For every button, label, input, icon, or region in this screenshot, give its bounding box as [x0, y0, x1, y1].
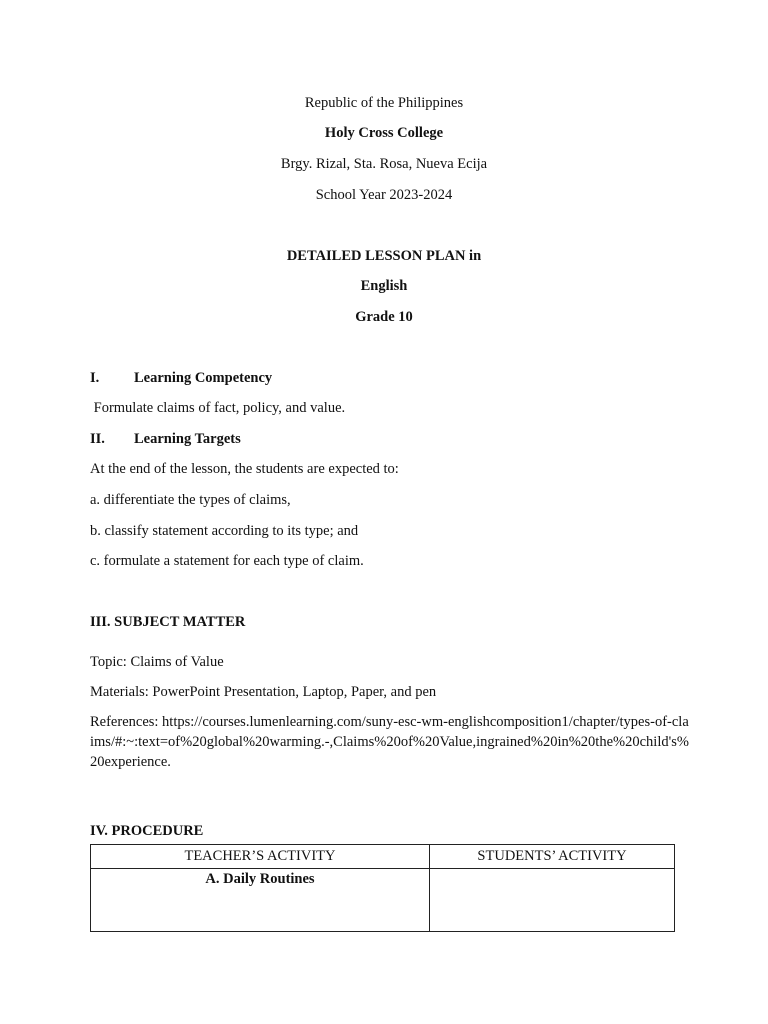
section-1-title: Learning Competency [134, 370, 273, 386]
subject-materials: Materials: PowerPoint Presentation, Laptop, Paper, and pen [90, 684, 437, 700]
subject-topic: Topic: Claims of Value [90, 654, 224, 670]
section-2-numeral: II. [90, 431, 105, 447]
subject-references: References: https://courses.lumenlearning.com/suny-esc-wm-englishcomposition1/chapter/types-of-claims/#:~:text=of%20global%20warming.-,Claims%20of%20Value,ingrained%20in%20the%20child's%20experience. [90, 714, 689, 770]
students-activity-header: STUDENTS’ ACTIVITY [430, 845, 675, 869]
table-row [91, 869, 675, 932]
daily-routines-cell: A. Daily Routines [91, 869, 430, 932]
procedure-table [90, 844, 675, 932]
title-line-1: DETAILED LESSON PLAN in [286, 248, 482, 264]
section-3-heading: III. SUBJECT MATTER [90, 614, 246, 630]
learning-competency-text: Formulate claims of fact, policy, and value. [90, 400, 346, 416]
learning-target-b: b. classify statement according to its type; and [90, 523, 359, 539]
header-school-year: School Year 2023-2024 [315, 187, 453, 203]
section-2-title: Learning Targets [134, 431, 241, 447]
daily-routines-students-cell [430, 869, 675, 932]
learning-targets-intro: At the end of the lesson, the students are expected to: [90, 461, 399, 477]
header-school: Holy Cross College [324, 125, 444, 141]
title-line-3: Grade 10 [355, 309, 413, 325]
section-4-heading: IV. PROCEDURE [90, 823, 204, 839]
section-1-numeral: I. [90, 370, 100, 386]
title-line-2: English [360, 278, 408, 294]
header-address: Brgy. Rizal, Sta. Rosa, Nueva Ecija [280, 156, 488, 172]
learning-target-a: a. differentiate the types of claims, [90, 492, 291, 508]
procedure-table-header-row [91, 845, 675, 869]
section-1-heading [90, 369, 690, 387]
header-country: Republic of the Philippines [304, 95, 464, 111]
section-2-heading [90, 430, 690, 448]
teacher-activity-header: TEACHER’S ACTIVITY [91, 845, 430, 869]
learning-target-c: c. formulate a statement for each type of claim. [90, 553, 364, 569]
